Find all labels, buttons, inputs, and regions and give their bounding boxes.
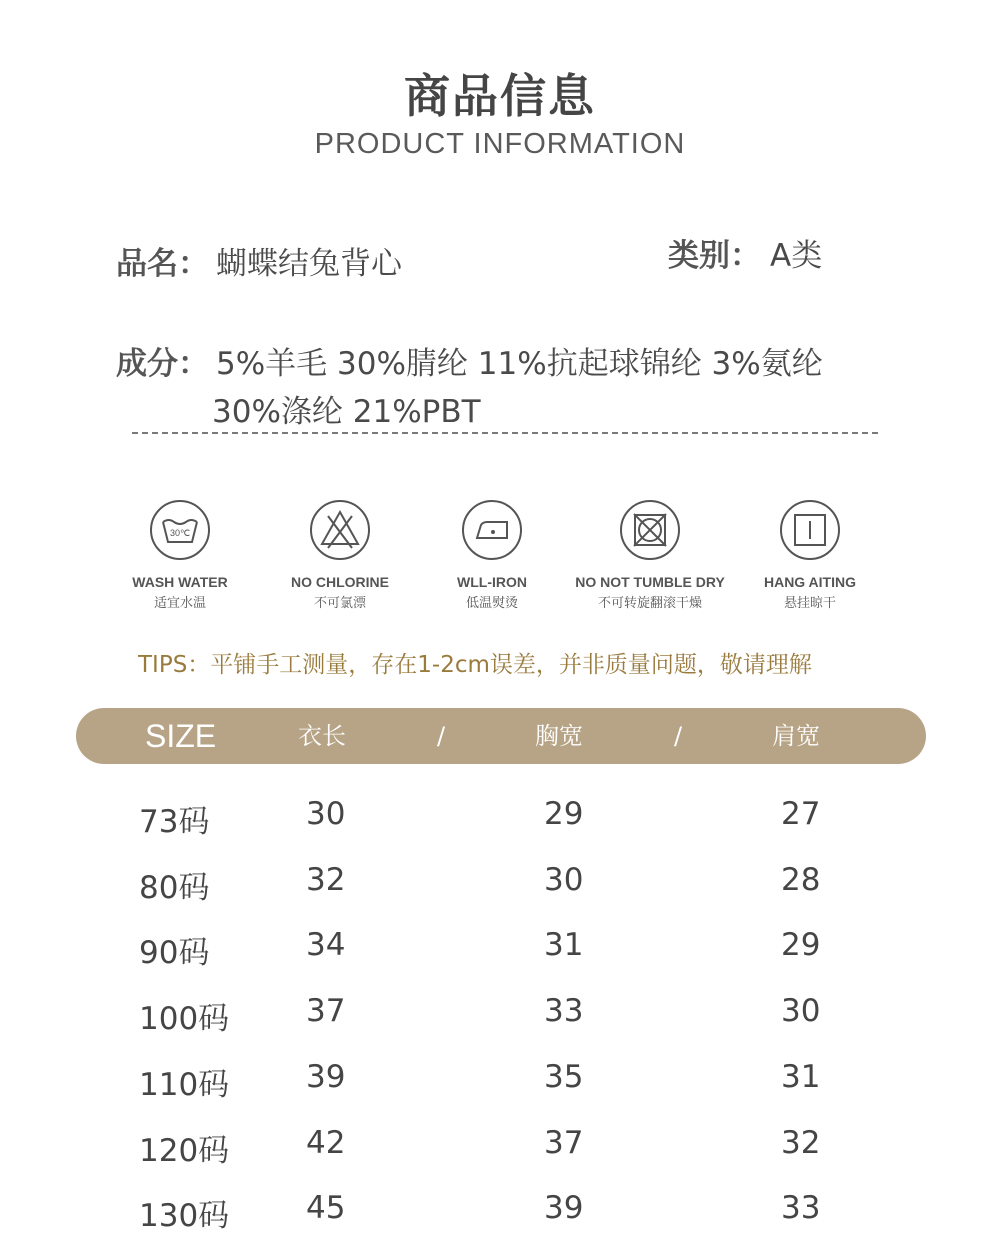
care-item-hang-dry bbox=[725, 498, 895, 611]
header-shoulder: 肩宽 bbox=[772, 722, 820, 750]
table-row bbox=[0, 1059, 1000, 1119]
care-cn-label: 低温熨烫 bbox=[465, 596, 518, 611]
size-cell: 110码 bbox=[139, 1066, 230, 1103]
shoulder-cell: 28 bbox=[781, 861, 821, 898]
dashed-divider bbox=[132, 432, 878, 434]
shoulder-cell: 33 bbox=[781, 1190, 821, 1227]
care-en-label: WLL-IRON bbox=[457, 574, 527, 590]
chest-cell: 31 bbox=[544, 927, 584, 964]
length-cell: 30 bbox=[306, 796, 346, 832]
header-length: 衣长 bbox=[298, 722, 346, 750]
care-en-label: WASH WATER bbox=[132, 574, 228, 590]
care-cn-label: 不可氯漂 bbox=[313, 596, 366, 611]
chest-cell: 33 bbox=[544, 993, 584, 1030]
shoulder-cell: 27 bbox=[781, 796, 821, 832]
chest-cell: 39 bbox=[544, 1190, 584, 1227]
size-cell: 80码 bbox=[139, 869, 210, 906]
shoulder-cell: 32 bbox=[781, 1124, 821, 1161]
table-row bbox=[0, 927, 1000, 987]
no-bleach-icon bbox=[308, 498, 372, 562]
category-value: A类 bbox=[770, 238, 823, 274]
table-row bbox=[0, 1125, 1000, 1185]
wash-30-icon bbox=[148, 498, 212, 562]
product-name-value: 蝴蝶结兔背心 bbox=[216, 246, 402, 282]
chest-cell: 30 bbox=[544, 861, 584, 898]
header-chest: 胸宽 bbox=[535, 722, 583, 750]
composition-line-2: 30%涤纶 21%PBT bbox=[212, 394, 481, 430]
hang-dry-icon bbox=[778, 498, 842, 562]
care-item-wash bbox=[95, 498, 265, 611]
care-cn-label: 适宜水温 bbox=[153, 596, 206, 611]
size-cell: 90码 bbox=[139, 935, 210, 972]
header-size: SIZE bbox=[145, 718, 217, 754]
care-item-no-tumble-dry bbox=[565, 498, 735, 611]
page-title: 商品信息 bbox=[404, 69, 596, 123]
care-item-no-chlorine bbox=[255, 498, 425, 611]
wash-temp-label: 30℃ bbox=[169, 528, 191, 538]
care-item-low-iron bbox=[407, 498, 577, 611]
shoulder-cell: 30 bbox=[781, 993, 821, 1030]
length-cell: 42 bbox=[306, 1124, 346, 1161]
care-cn-label: 不可转旋翻滚干燥 bbox=[597, 596, 702, 611]
table-row bbox=[0, 1190, 1000, 1250]
length-cell: 32 bbox=[306, 861, 346, 898]
shoulder-cell: 31 bbox=[781, 1058, 821, 1095]
size-cell: 120码 bbox=[139, 1132, 230, 1169]
header-separator: / bbox=[437, 722, 446, 750]
no-tumble-dry-icon bbox=[618, 498, 682, 562]
length-cell: 34 bbox=[306, 927, 346, 964]
length-cell: 37 bbox=[306, 993, 346, 1030]
page-subtitle: PRODUCT INFORMATION bbox=[314, 128, 686, 160]
table-row bbox=[0, 862, 1000, 922]
product-name-label: 品名： bbox=[116, 246, 209, 282]
care-en-label: NO NOT TUMBLE DRY bbox=[575, 574, 725, 590]
table-row bbox=[0, 796, 1000, 856]
low-iron-icon bbox=[460, 498, 524, 562]
size-cell: 130码 bbox=[139, 1198, 230, 1235]
care-en-label: HANG AITING bbox=[763, 574, 857, 590]
size-cell: 73码 bbox=[139, 804, 210, 840]
size-cell: 100码 bbox=[139, 1001, 230, 1038]
composition-label: 成分： bbox=[116, 346, 209, 382]
length-cell: 45 bbox=[306, 1190, 346, 1227]
care-en-label: NO CHLORINE bbox=[291, 574, 389, 590]
table-row bbox=[0, 993, 1000, 1053]
length-cell: 39 bbox=[306, 1058, 346, 1095]
size-table-header bbox=[76, 708, 926, 764]
chest-cell: 29 bbox=[544, 796, 584, 832]
chest-cell: 35 bbox=[544, 1058, 584, 1095]
category-label: 类别： bbox=[668, 238, 761, 274]
care-cn-label: 悬挂晾干 bbox=[783, 596, 836, 611]
header-separator: / bbox=[674, 722, 683, 750]
composition-line-1: 5%羊毛 30%腈纶 11%抗起球锦纶 3%氨纶 bbox=[216, 346, 823, 382]
measurement-tips: TIPS：平铺手工测量，存在1-2cm误差，并非质量问题，敬请理解 bbox=[138, 652, 812, 678]
chest-cell: 37 bbox=[544, 1124, 584, 1161]
shoulder-cell: 29 bbox=[781, 927, 821, 964]
